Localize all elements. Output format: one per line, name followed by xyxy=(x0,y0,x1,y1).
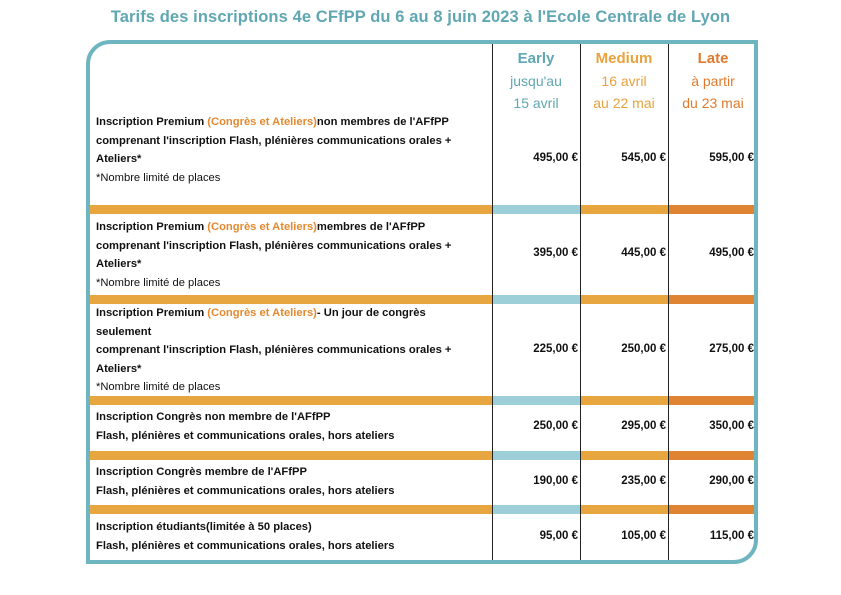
row-title: Inscription étudiants xyxy=(96,521,207,533)
row-note: *Nombre limité de places xyxy=(96,381,221,393)
column-period-line2: 15 avril xyxy=(513,95,559,111)
price-late: 275,00 € xyxy=(709,343,754,355)
price-medium: 235,00 € xyxy=(621,475,666,487)
row-separator xyxy=(581,205,668,214)
row-separator xyxy=(90,505,492,514)
row-description: comprenant l'inscription Flash, plénières communications orales + Ateliers* xyxy=(96,134,452,165)
row-title: Inscription Premium xyxy=(96,116,208,128)
column-header-early xyxy=(492,48,580,114)
row-description: comprenant l'inscription Flash, plénières communications orales + Ateliers* xyxy=(96,344,452,375)
column-header-medium xyxy=(580,48,668,114)
row-title: Inscription Congrès membre de l'AFfPP xyxy=(96,466,307,478)
row-separator xyxy=(493,205,580,214)
row-title-end: (limitée à 50 places) xyxy=(206,521,312,533)
row-note: *Nombre limité de places xyxy=(96,171,221,184)
row-description: Flash, plénières et communications orales, hors ateliers xyxy=(96,429,395,442)
column-header-late xyxy=(668,48,758,114)
row-separator xyxy=(493,295,580,304)
row-note: *Nombre limité de places xyxy=(96,276,221,289)
row-separator xyxy=(581,451,668,460)
table-row-label xyxy=(96,218,481,292)
row-separator xyxy=(90,295,492,304)
row-separator xyxy=(669,505,754,514)
row-title-end: non membres de l'AFfPP xyxy=(316,116,449,128)
price-medium: 545,00 € xyxy=(621,152,666,164)
page-title: Tarifs des inscriptions 4e CFfPP du 6 au 8 juin 2023 à l'Ecole Centrale de Lyon xyxy=(110,8,731,26)
column-name: Early xyxy=(517,50,555,67)
price-early: 250,00 € xyxy=(533,420,578,432)
price-late: 350,00 € xyxy=(709,420,754,432)
row-title: Inscription Premium xyxy=(96,307,208,319)
price-late: 290,00 € xyxy=(709,475,754,487)
column-period-line2: au 22 mai xyxy=(593,95,655,111)
price-early: 190,00 € xyxy=(533,475,578,487)
row-description: Flash, plénières et communications orales, hors ateliers xyxy=(96,539,395,552)
row-separator xyxy=(493,505,580,514)
row-highlight: (Congrès et Ateliers) xyxy=(207,116,317,128)
column-period-line2: du 23 mai xyxy=(682,95,744,111)
price-late: 495,00 € xyxy=(709,247,754,259)
row-separator xyxy=(581,295,668,304)
price-early: 395,00 € xyxy=(533,247,578,259)
row-separator xyxy=(581,505,668,514)
price-medium: 250,00 € xyxy=(621,343,666,355)
row-description: comprenant l'inscription Flash, plénières communications orales + Ateliers* xyxy=(96,239,452,270)
table-row-label xyxy=(96,408,481,445)
column-period-line1: à partir xyxy=(691,73,735,89)
price-early: 95,00 € xyxy=(539,530,578,542)
row-title-end: membres de l'AFfPP xyxy=(316,221,426,233)
row-separator xyxy=(90,205,492,214)
price-medium: 295,00 € xyxy=(621,420,666,432)
price-late: 115,00 € xyxy=(709,530,754,542)
row-separator xyxy=(669,295,754,304)
row-description: Flash, plénières et communications orales, hors ateliers xyxy=(96,484,395,497)
price-early: 495,00 € xyxy=(533,152,578,164)
price-early: 225,00 € xyxy=(533,343,578,355)
table-row-label xyxy=(96,518,481,555)
table-row-label xyxy=(96,113,481,187)
column-name: Late xyxy=(697,50,729,67)
column-name: Medium xyxy=(595,50,653,67)
row-title-end: - Un jour de congrès seulement xyxy=(96,307,426,338)
price-medium: 445,00 € xyxy=(621,247,666,259)
column-period-line1: 16 avril xyxy=(601,73,647,89)
row-separator xyxy=(90,396,492,405)
row-highlight: (Congrès et Ateliers) xyxy=(207,307,317,319)
column-period-line1: jusqu'au xyxy=(510,73,562,89)
row-separator xyxy=(493,451,580,460)
row-highlight: (Congrès et Ateliers) xyxy=(207,221,317,233)
row-separator xyxy=(581,396,668,405)
table-row-label xyxy=(96,463,481,500)
price-medium: 105,00 € xyxy=(621,530,666,542)
row-separator xyxy=(90,451,492,460)
price-late: 595,00 € xyxy=(709,152,754,164)
row-separator xyxy=(669,396,754,405)
row-title: Inscription Congrès non membre de l'AFfPP xyxy=(96,411,331,423)
row-title: Inscription Premium xyxy=(96,221,208,233)
row-separator xyxy=(669,205,754,214)
table-row-label xyxy=(96,304,481,397)
row-separator xyxy=(493,396,580,405)
row-separator xyxy=(669,451,754,460)
